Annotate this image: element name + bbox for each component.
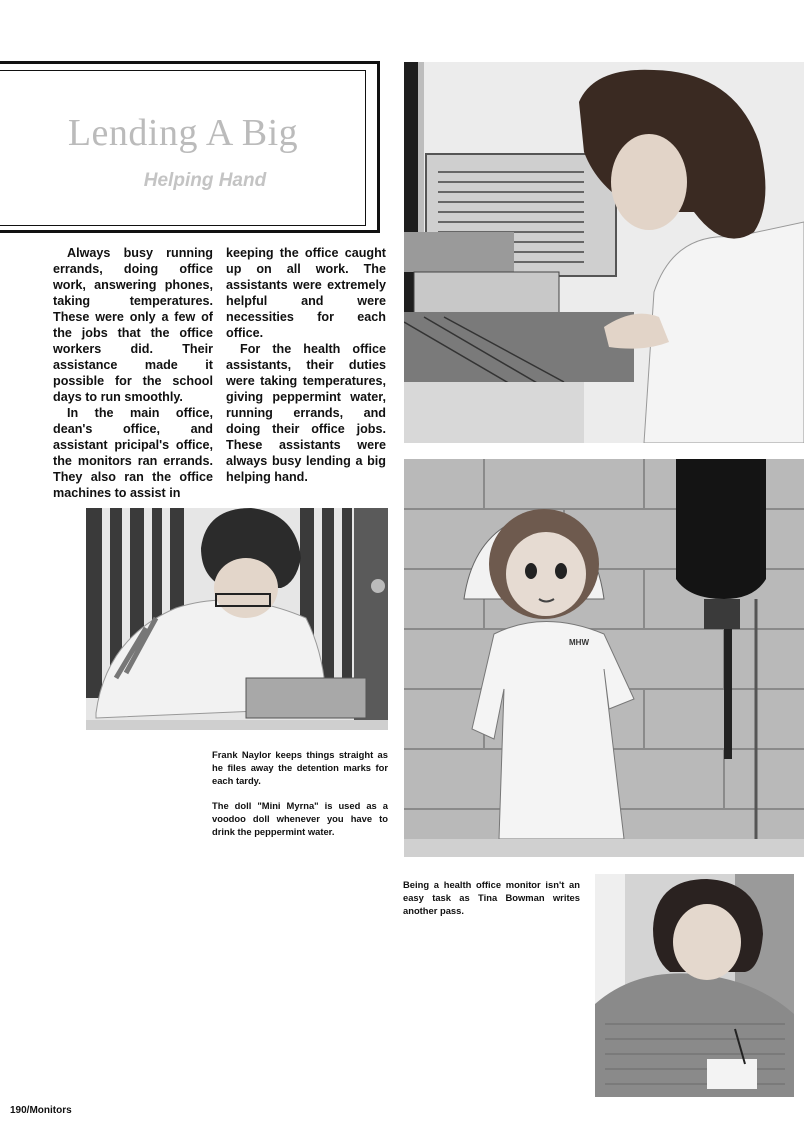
body-paragraph: In the main office, dean's office, and assistant pricipal's office, the monitors ran errands. They also ran the office machines to assist in (53, 406, 213, 500)
caption-group-bottom (403, 878, 580, 929)
photo-tina-bowman (595, 874, 794, 1097)
body-paragraph: keeping the office caught up on all work. The assistants were extremely helpful and were necessities for each office. (226, 246, 386, 340)
photo-office-monitor-typing (404, 62, 804, 443)
caption-frank: Frank Naylor keeps things straight as he files away the detention marks for each tardy. (212, 749, 388, 786)
body-paragraph: Always busy running errands, doing office work, answering phones, taking temperatures. These were only a few of the jobs that the office workers did. Their assistance made it possible for the school days to run smoothly. (53, 246, 213, 404)
photo-frank-naylor (86, 508, 388, 730)
body-column-right (226, 245, 386, 485)
caption-group-middle (212, 748, 388, 850)
page-title: Lending A Big (67, 112, 299, 154)
body-paragraph: For the health office assistants, their duties were taking temperatures, giving peppermint water, running errands, and doing their office jobs. These assistants were always busy lending a big helping hand. (226, 342, 386, 484)
title-box (0, 61, 380, 233)
caption-tina: Being a health office monitor isn't an easy task as Tina Bowman writes another pass. (403, 879, 580, 916)
page-folio: 190/Monitors (10, 1105, 72, 1116)
body-column-left (53, 245, 213, 501)
title-inner-frame (0, 70, 366, 226)
photo-doll-mini-myrna (404, 459, 804, 857)
doll-tag: MHW (569, 638, 589, 647)
caption-doll: The doll "Mini Myrna" is used as a voodoo doll whenever you have to drink the peppermint water. (212, 800, 388, 837)
page-subtitle: Helping Hand (143, 170, 267, 191)
